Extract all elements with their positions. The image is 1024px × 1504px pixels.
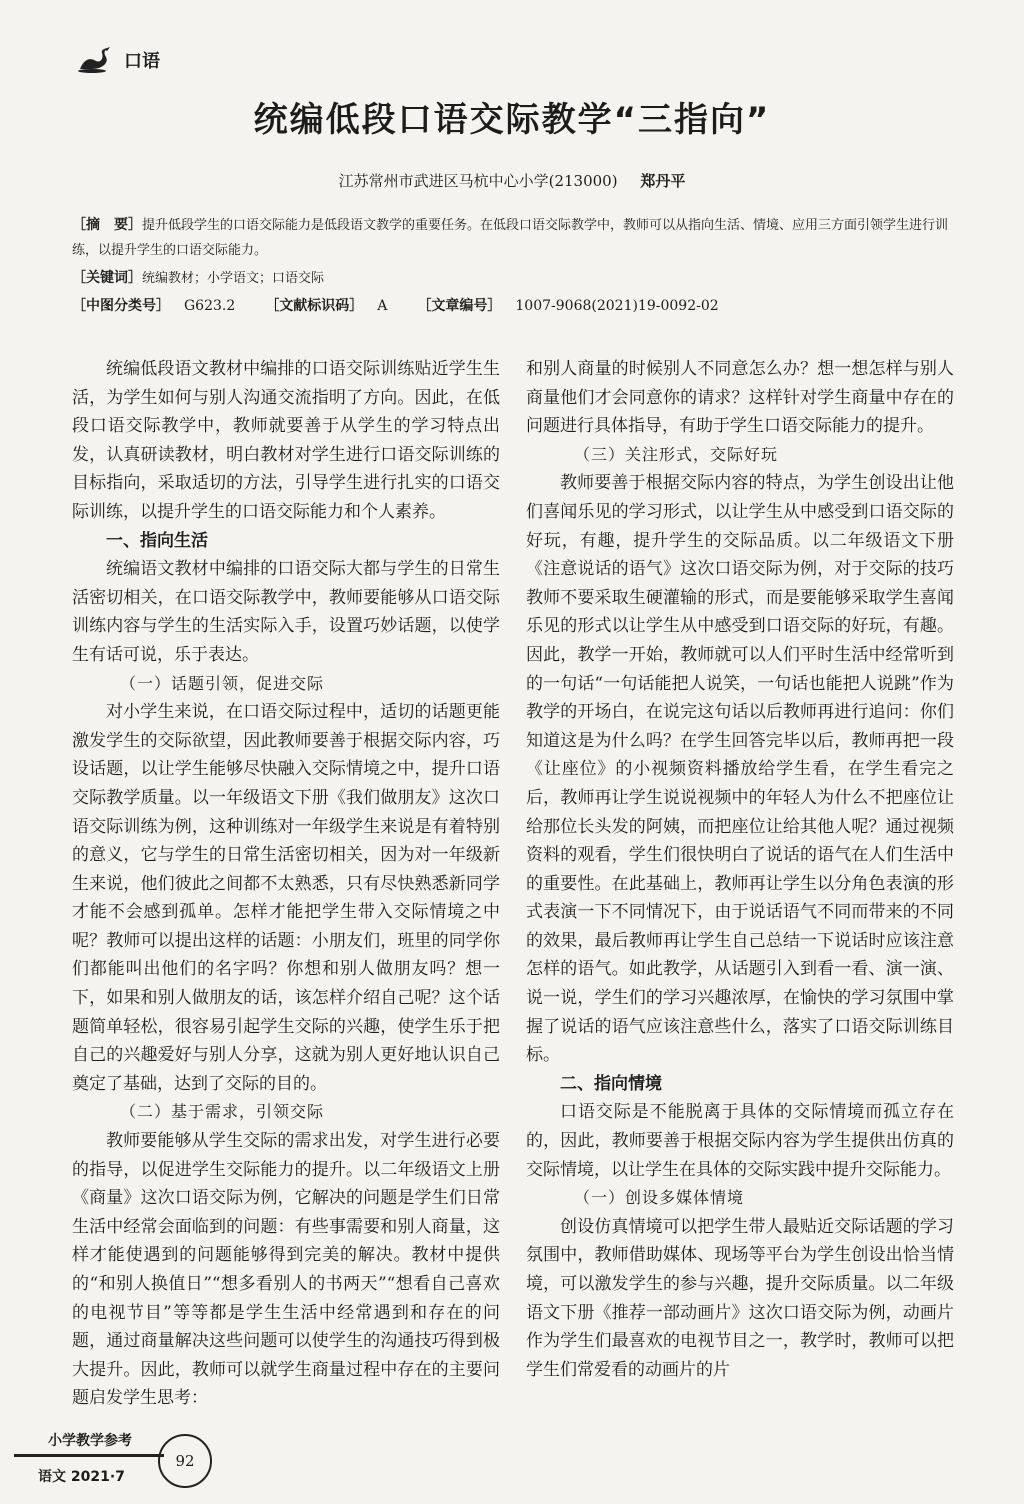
paragraph: 口语交际是不能脱离于具体的交际情境而孤立存在的，因此，教师要善于根据交际内容为学生提供出仿真的交际情境，以让学生在具体的交际实践中提升交际能力。 xyxy=(526,1102,954,1180)
page-number: 92 xyxy=(158,1434,212,1488)
subsection-heading: （一）创设多媒体情境 xyxy=(574,1188,745,1208)
subsection-heading: （三）关注形式，交际好玩 xyxy=(574,444,779,464)
abstract-label: ［摘 要］ xyxy=(72,217,142,233)
doc-code-label: ［文献标识码］ xyxy=(265,298,364,314)
article-number-value: 1007-9068(2021)19-0092-02 xyxy=(515,298,719,314)
paragraph: 教师要能够从学生交际的需求出发，对学生进行必要的指导，以促进学生交际能力的提升。以二年级语文上册《商量》这次口语交际为例，它解决的问题是学生们日常生活中经常会面临到的问题：有些事需要和别人商量，这样才能使遇到的问题能够得到完美的解决。教材中提供的“和别人换值日”“想多看别人的书两天”“想看自己喜欢的电视节目”等等都是学生生活中经常遇到和存在的问题，通过商量解决这些问题可以使学生的沟通技巧得到极大提升。因此，教师可以就学生商量过程中存在的主要问题启发学生思考： xyxy=(72,1131,500,1409)
paragraph: 创设仿真情境可以把学生带人最贴近交际话题的学习氛围中，教师借助媒体、现场等平台为学生创设出恰当情境，可以激发学生的参与兴趣，提升交际质量。以二年级语文下册《推荐一部动画片》这次口语交际为例，动画片作为学生们最喜欢的电视节目之一，教学时，教师可以把学生们常爱看的动画片的片 xyxy=(526,1216,954,1380)
paragraph: 统编低段语文教材中编排的口语交际训练贴近学生生活，为学生如何与别人沟通交流指明了方向。因此，在低段口语交际教学中，教师就要善于从学生的学习特点出发，认真研读教材，明白教材对学生进行口语交际训练的目标指向，采取适切的方法，引导学生进行扎实的口语交际训练，以提升学生的口语交际能力和个人素养。 xyxy=(72,359,500,522)
keywords xyxy=(72,266,952,291)
page-footer xyxy=(14,1430,234,1496)
subsection-heading: （一）话题引领，促进交际 xyxy=(120,673,325,693)
author-line xyxy=(0,170,1024,191)
keywords-text: 统编教材；小学语文；口语交际 xyxy=(142,271,325,286)
journal-name: 小学教学参考 xyxy=(48,1433,132,1449)
paragraph: 教师要善于根据交际内容的特点，为学生创设出让他们喜闻乐见的学习形式，以让学生从中感受到口语交际的好玩，有趣，提升学生的交际品质。以二年级语文下册《注意说话的语气》这次口语交际为例，对于交际的技巧教师不要采取生硬灌输的形式，而是要能够采取学生喜闻乐见的形式以让学生从中感受到口语交际的好玩，有趣。因此，教学一开始，教师就可以人们平时生活中经常听到的一句话“一句话能把人说笑，一句话也能把人说跳”作为教学的开场白，在说完这句话以后教师再进行追问：你们知道这是为什么吗？在学生回答完毕以后，教师再把一段《让座位》的小视频资料播放给学生看，在学生看完之后，教师再让学生说说视频中的年轻人为什么不把座位让给那位长头发的阿姨，而把座位让给其他人呢？通过视频资料的观看，学生们很快明白了说话的语气在人们生活中的重要性。在此基础上，教师再让学生以分角色表演的形式表演一下不同情况下，由于说话语气不同而带来的不同的效果，最后教师再让学生自己总结一下说话时应该注意怎样的语气。如此教学，从话题引入到看一看、演一演、说一说，学生们的学习兴趣浓厚，在愉快的学习氛围中掌握了说话的语气应该注意些什么，落实了口语交际训练目标。 xyxy=(526,473,954,1066)
section-header xyxy=(74,44,160,76)
paragraph: 对小学生来说，在口语交际过程中，适切的话题更能激发学生的交际欲望，因此教师要善于根据交际内容，巧设话题，以让学生能够尽快融入交际情境之中，提升口语交际教学质量。以一年级语文下册《我们做朋友》这次口语交际训练为例，这种训练对一年级学生来说是有着特别的意义，它与学生的日常生活密切相关，因为对一年级新生来说，他们彼此之间都不太熟悉，只有尽快熟悉新同学才能不会感到孤单。怎样才能把学生带入交际情境之中呢？教师可以提出这样的话题：小朋友们，班里的同学你们都能叫出他们的名字吗？你想和别人做朋友吗？想一下，如果和别人做朋友的话，该怎样介绍自己呢？这个话题简单轻松，很容易引起学生交际的兴趣，使学生乐于把自己的兴趣爱好与别人分享，这就为别人更好地认识自己奠定了基础，达到了交际的目的。 xyxy=(72,702,500,1094)
section-heading: 二、指向情境 xyxy=(560,1073,662,1094)
article-title: 统编低段口语交际教学“三指向” xyxy=(253,100,771,140)
clc-value: G623.2 xyxy=(184,298,236,314)
classification xyxy=(72,294,952,319)
paragraph: 和别人商量的时候别人不同意怎么办？想一想怎样与别人商量他们才会同意你的请求？这样针对学生商量中存在的问题进行具体指导，有助于学生口语交际能力的提升。 xyxy=(526,359,954,437)
article-number-label: ［文章编号］ xyxy=(417,298,502,314)
affiliation: 江苏常州市武进区马杭中心小学(213000) xyxy=(338,172,618,190)
issue-info: 语文 2021·7 xyxy=(38,1469,125,1485)
author-name: 郑丹平 xyxy=(640,172,686,190)
swan-logo-icon xyxy=(74,45,118,75)
section-heading: 一、指向生活 xyxy=(106,530,208,551)
paragraph: 统编语文教材中编排的口语交际大都与学生的日常生活密切相关，在口语交际教学中，教师要能够从口语交际训练内容与学生的生活实际入手，设置巧妙话题，以使学生有话可说，乐于表达。 xyxy=(72,559,500,665)
section-label: 口语 xyxy=(124,51,160,72)
abstract xyxy=(72,213,952,263)
subsection-heading: （二）基于需求，引领交际 xyxy=(120,1102,325,1122)
left-column xyxy=(72,355,500,1413)
footer-rule xyxy=(14,1454,164,1457)
right-column xyxy=(526,355,954,1384)
clc-label: ［中图分类号］ xyxy=(72,298,170,314)
abstract-text: 提升低段学生的口语交际能力是低段语文教学的重要任务。在低段口语交际教学中，教师可以从指向生活、情境、应用三方面引领学生进行训练，以提升学生的口语交际能力。 xyxy=(72,218,949,258)
doc-code-value: A xyxy=(377,298,388,314)
keywords-label: ［关键词］ xyxy=(72,270,142,286)
